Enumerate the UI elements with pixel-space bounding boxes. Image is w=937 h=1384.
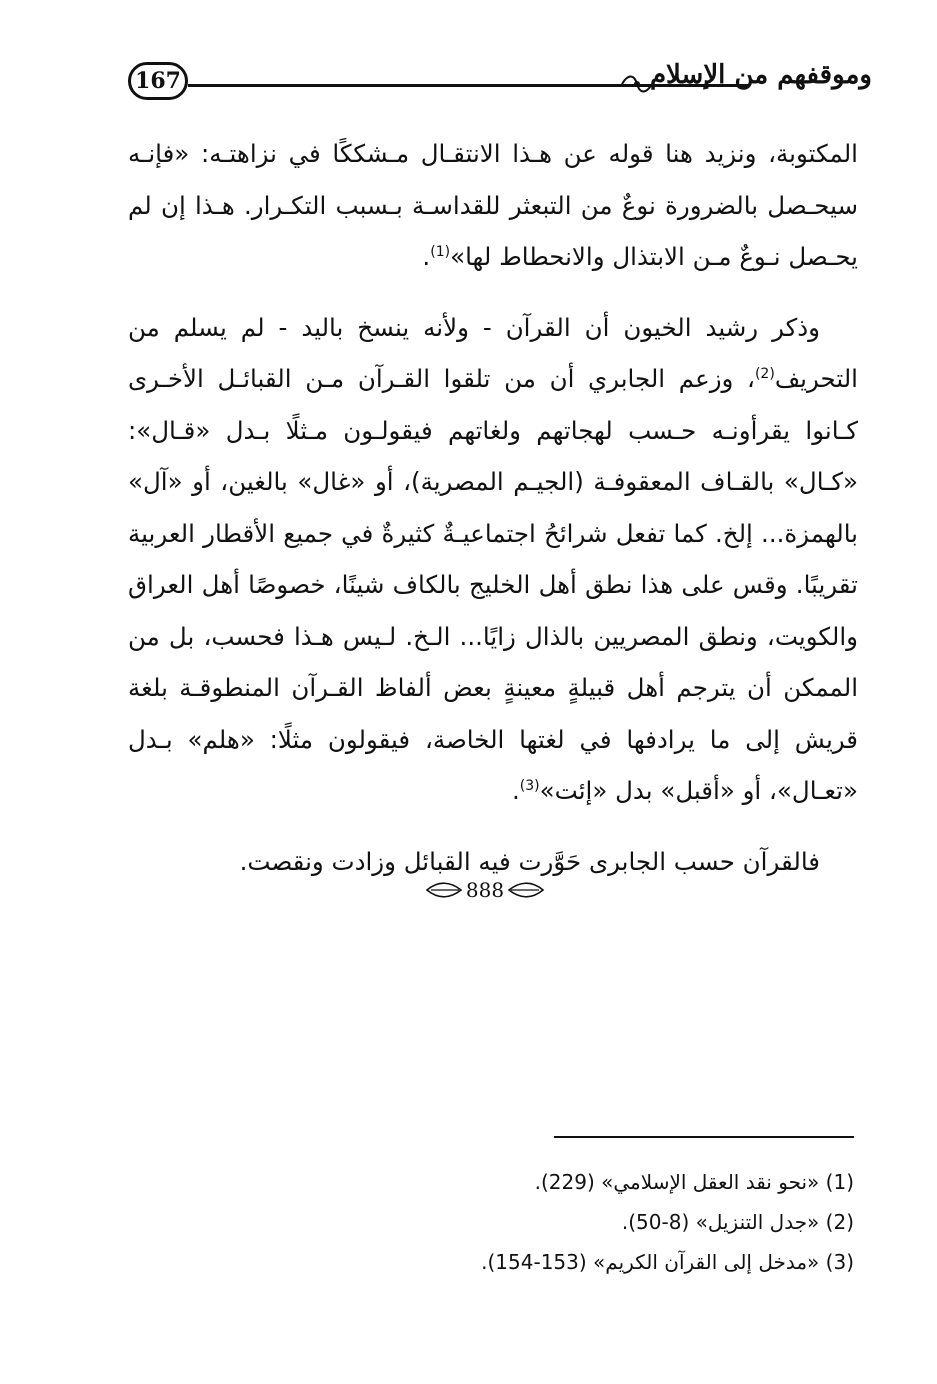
footnote-2: (2) «جدل التنزيل» (8-50). — [621, 1210, 854, 1234]
footnote-3: (3) «مدخل إلى القرآن الكريم» (153-154). — [481, 1250, 854, 1274]
page-header — [122, 62, 872, 104]
book-title: وموقفهم من الإسلام — [649, 60, 872, 90]
page-number: 167 — [128, 62, 188, 100]
footnote-divider — [554, 1136, 854, 1138]
header-ornament-icon — [620, 72, 654, 96]
paragraph-1: المكتوبة، ونزيد هنا قوله عن هـذا الانتقـال مـشككًا في نزاهتـه: «فإنـه سيحـصل بالضرورة نوعٌ من التبعثر للقداسـة بـسبب التكـرار. هـذا إن لم يحـصل نـوعٌ مـن الابتذال والانحطاط لها»$^{(1)}$. — [128, 139, 858, 271]
paragraph-3: فالقرآن حسب الجابرى حَوَّرت فيه القبائل وزادت ونقصت. — [239, 846, 820, 876]
footnote-ref-1: (1) — [430, 243, 451, 260]
footnotes — [300, 1162, 854, 1282]
paragraph-2: وذكر رشيد الخيون أن القرآن - ولأنه ينسخ باليد - لم يسلم من التحريف$^{(2)}$، وزعم الجابري أن من تلقوا القـرآن مـن القبائـل الأخـرى كـانوا يقرأونـه حـسب لهجاتهم ولغاتهم فيقولـون مـثلًا بـدل «قـال»: «كـال» بالقـاف المعقوفـة (الجيـم المصرية)، أو «غال» بالغين، أو «آل» بالهمزة... إلخ. كما تفعل شرائحُ اجتماعيـةٌ كثيرةٌ في جميع الأقطار العربية تقريبًا. وقس على هذا نطق أهل الخليج بالكاف شينًا، خصوصًا أهل العراق والكويت، ونطق المصريين بالذال زايًا... الـخ. لـيس هـذا فحسب، بل من الممكن أن يترجم أهل قبيلةٍ معينةٍ بعض ألفاظ القـرآن المنطوقـة بلغة قريش إلى ما يرادفها في لغتها الخاصة، فيقولون مثلًا: «هلم» بـدل «تعـال»، أو «أقبل» بدل «إئت»$^{(3)}$. — [128, 312, 858, 805]
footnote-1: (1) «نحو نقد العقل الإسلامي» (229). — [534, 1170, 854, 1194]
section-separator-ornament-icon — [425, 876, 545, 904]
footnote-ref-3: (3) — [519, 777, 540, 794]
main-text — [128, 128, 858, 887]
footnote-ref-2: (2) — [754, 365, 775, 382]
separator-glyph: 888 — [465, 878, 505, 902]
